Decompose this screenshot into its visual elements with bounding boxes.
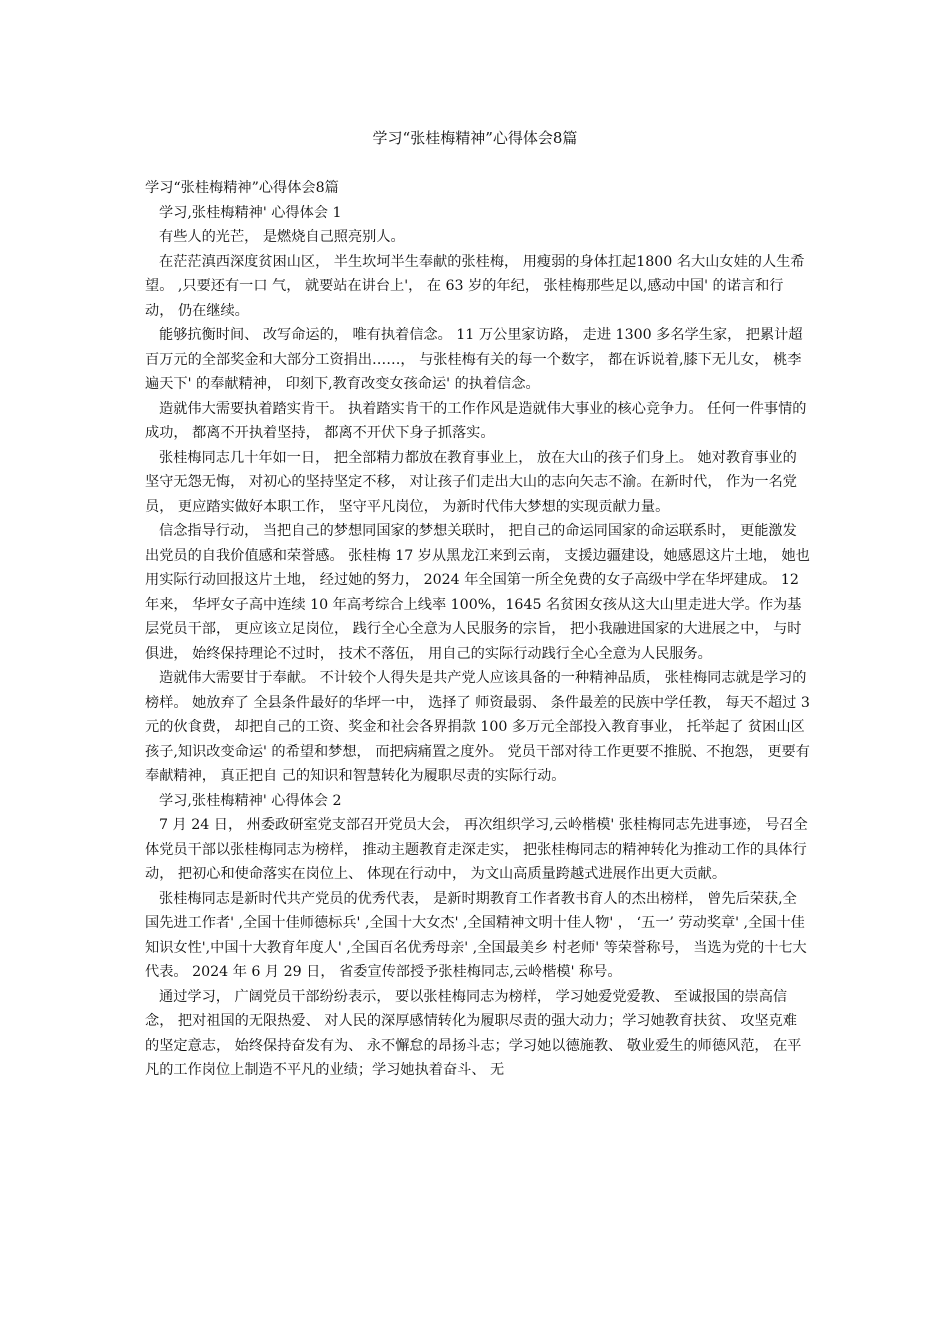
document-body	[145, 176, 810, 1083]
paragraph: 通过学习， 广阔党员干部纷纷表示， 要以张桂梅同志为榜样， 学习她爱党爱教、 至诚报国的崇高信念， 把对祖国的无限热爱、 对人民的深厚感情转化为履职尽责的强大动力；学习她教育扶贫、 攻坚克难的坚定意志， 始终保持奋发有为、 永不懈怠的昂扬斗志；学习她以德施教、 敬业爱生的师德风范， 在平凡的工作岗位上制造不平凡的业绩；学习她执着奋斗、 无	[145, 988, 802, 1078]
paragraph: 能够抗衡时间、 改写命运的， 唯有执着信念。 11 万公里家访路， 走进 1300 多名学生家， 把累计超百万元的全部奖金和大部分工资捐出……， 与张桂梅有关的每一个数字， 都在诉说着,膝下无儿女， 桃李遍天下' 的奉献精神， 印刻下,教育改变女孩命运' 的执着信念。	[145, 327, 803, 392]
paragraph: 张桂梅同志是新时代共产党员的优秀代表， 是新时期教育工作者教书育人的杰出榜样， 曾先后荣获,全国先进工作者' ,全国十佳师德标兵' ,全国十大女杰' ,全国精神文明十佳人物' ， ‘五一’ 劳动奖章' ,全国十佳知识女性',中国十大教育年度人' ,全国百名优秀母亲' ,全国最美乡 村老师' 等荣誉称号， 当选为党的十七大代表。 2024 年 6 月 29 日， 省委宣传部授予张桂梅同志,云岭楷模' 称号。	[145, 890, 807, 980]
paragraph: 在茫茫滇西深度贫困山区， 半生坎坷半生奉献的张桂梅， 用瘦弱的身体扛起1800 名大山女娃的人生希望。 ,只要还有一口 气， 就要站在讲台上'， 在 63 岁的年纪， 张桂梅那些足以,感动中国' 的诺言和行动， 仍在继续。	[145, 253, 805, 319]
paragraph: 7 月 24 日， 州委政研室党支部召开党员大会， 再次组织学习,云岭楷模' 张桂梅同志先进事迹， 号召全体党员干部以张桂梅同志为榜样， 推动主题教育走深走实， 把张桂梅同志的精神转化为推动工作的具体行动， 把初心和使命落实在岗位上、 体现在行动中， 为文山高质量跨越式进展作出更大贡献。	[145, 817, 808, 882]
paragraph: 造就伟大需要执着踏实肯干。 执着踏实肯干的工作作风是造就伟大事业的核心竞争力。 任何一件事情的成功， 都离不开执着坚持， 都离不开伏下身子抓落实。	[145, 400, 807, 441]
section-heading: 学习,张桂梅精神' 心得体会 1	[159, 204, 342, 221]
paragraph: 张桂梅同志几十年如一日， 把全部精力都放在教育事业上， 放在大山的孩子们身上。 她对教育事业的坚守无怨无悔， 对初心的坚持坚定不移， 对让孩子们走出大山的志向矢志不渝。在新时代， 作为一名党员， 更应踏实做好本职工作， 坚守平凡岗位， 为新时代伟大梦想的实现贡献力量。	[145, 449, 797, 515]
document-title: 学习“张桂梅精神”心得体会8篇	[372, 129, 578, 147]
paragraph: 信念指导行动， 当把自己的梦想同国家的梦想关联时， 把自己的命运同国家的命运联系时， 更能激发出党员的自我价值感和荣誉感。 张桂梅 17 岁从黑龙江来到云南， 支援边疆建设，她感恩这片土地， 她也用实际行动回报这片土地， 经过她的努力， 2024 年全国第一所全免费的女子高级中学在华坪建成。 12 年来， 华坪女子高中连续 10 年高考综合上线率 100%，1645 名贫困女孩从这大山里走进大学。作为基层党员干部， 更应该立足岗位， 践行全心全意为人民服务的宗旨， 把小我融进国家的大进展之中， 与时俱进， 始终保持理论不过时， 技术不落伍， 用自己的实际行动践行全心全意为人民服务。	[145, 523, 810, 662]
document-heading: 学习“张桂梅精神”心得体会8篇	[145, 180, 339, 196]
paragraph: 造就伟大需要甘于奉献。 不计较个人得失是共产党人应该具备的一种精神品质， 张桂梅同志就是学习的榜样。 她放弃了 全县条件最好的华坪一中， 选择了 师资最弱、 条件最差的民族中学任教， 每天不超过 3 元的伙食费， 却把自己的工资、奖金和社会各界捐款 100 多万元全部投入教育事业， 托举起了 贫困山区孩子,知识改变命运' 的希望和梦想， 而把病痛置之度外。 党员干部对待工作更要不推脱、不抱怨， 更要有奉献精神， 真正把自 己的知识和智慧转化为履职尽责的实际行动。	[145, 670, 810, 784]
section-heading: 学习,张桂梅精神' 心得体会 2	[159, 792, 342, 809]
paragraph: 有些人的光芒， 是燃烧自己照亮别人。	[159, 229, 405, 245]
